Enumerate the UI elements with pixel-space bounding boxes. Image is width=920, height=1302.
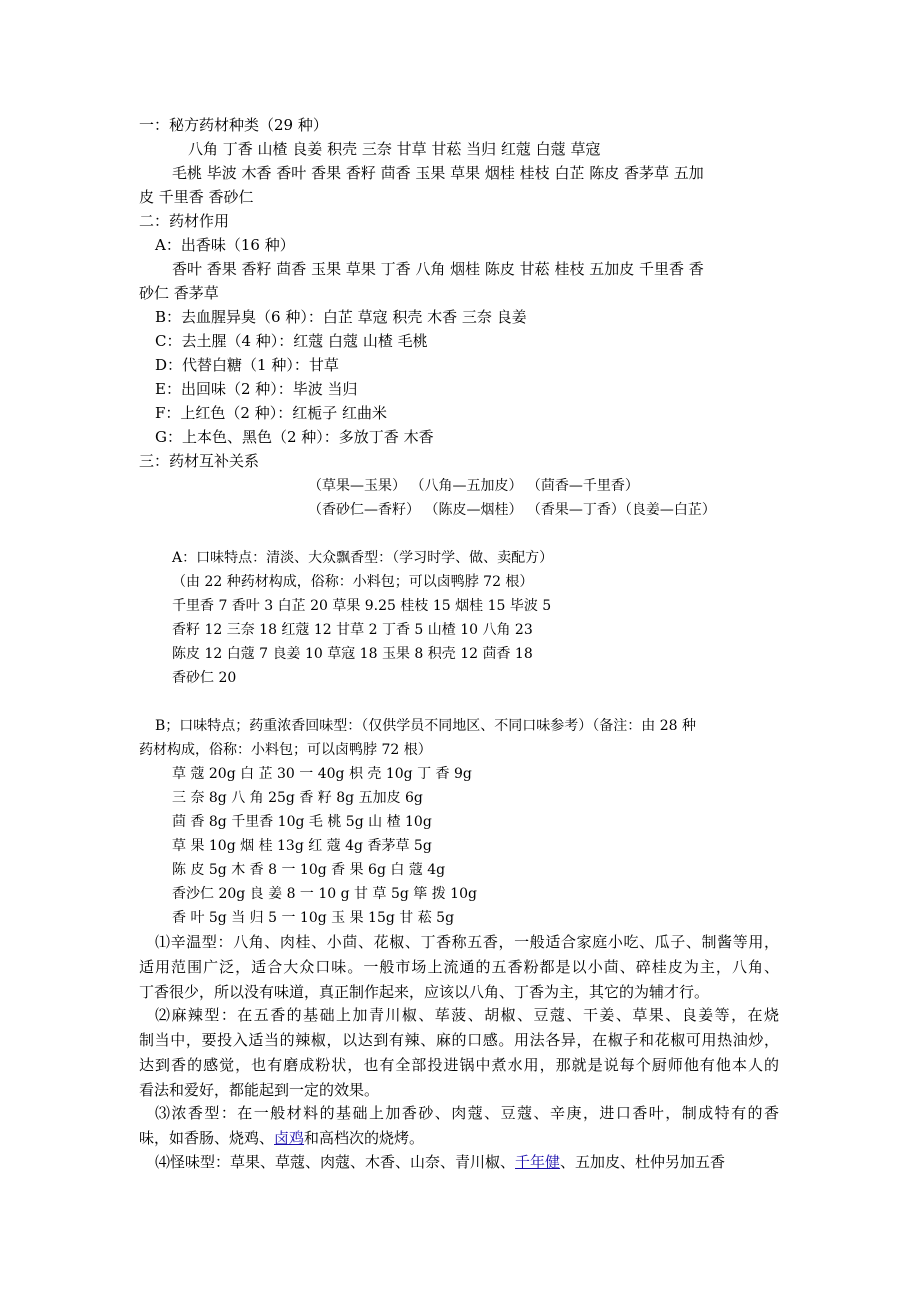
type1-line2: 适用范围广泛，适合大众口味。一般市场上流通的五香粉都是以小茴、碎桂皮为主，八角、	[139, 958, 779, 976]
section2-a-row1: 香叶 香果 香籽 茴香 玉果 草果 丁香 八角 烟桂 陈皮 甘菘 桂枝 五加皮 千里香 香	[172, 260, 704, 278]
section2-c: C：去土腥（4 种）：红蔻 白蔻 山楂 毛桃	[155, 332, 428, 350]
recipe-b-title-line1: B；口味特点；药重浓香回味型：（仅供学员不同地区、不同口味参考）（备注：由 28 种	[155, 718, 697, 734]
type3-line2-text-a: 味，如香肠、烧鸡、	[139, 1129, 275, 1147]
recipe-b-row: 草 蔻 20g 白 芷 30 一 40g 枳 壳 10g 丁 香 9g	[172, 766, 472, 782]
section1-herbs-row3: 皮 千里香 香砂仁	[139, 188, 254, 206]
recipe-b-row: 香 叶 5g 当 归 5 一 10g 玉 果 15g 甘 菘 5g	[172, 910, 455, 926]
section1-heading: 一：秘方药材种类（29 种）	[139, 116, 328, 134]
type4-line1-text-a: ⑷怪味型：草果、草蔻、肉蔻、木香、山奈、青川椒、	[155, 1153, 516, 1171]
type4-line1	[155, 1152, 725, 1172]
recipe-a-title: A：口味特点：清淡、大众飘香型：（学习时学、做、卖配方）	[172, 550, 554, 566]
recipe-a-row: 千里香 7 香叶 3 白芷 20 草果 9.25 桂枝 15 烟桂 15 毕波 5	[172, 598, 552, 614]
section2-g: G：上本色、黑色（2 种）：多放丁香 木香	[155, 428, 434, 446]
type4-line1-text-b: 、五加皮、杜仲另加五香	[560, 1153, 726, 1171]
recipe-b-row: 三 奈 8g 八 角 25g 香 籽 8g 五加皮 6g	[172, 790, 423, 806]
type1-line1: ⑴辛温型：八角、肉桂、小茴、花椒、丁香称五香，一般适合家庭小吃、瓜子、制酱等用，	[155, 933, 779, 951]
luji-link[interactable]: 卤鸡	[274, 1129, 305, 1147]
qiannianjian-link[interactable]: 千年健	[515, 1153, 561, 1171]
section2-a-row2: 砂仁 香茅草	[139, 284, 219, 302]
section2-heading: 二：药材作用	[139, 212, 230, 230]
type1-line3: 丁香很少，所以没有味道，真正制作起来，应该以八角、丁香为主，其它的为辅才行。	[139, 983, 710, 1001]
section2-f: F：上红色（2 种）：红栀子 红曲米	[155, 404, 387, 422]
type2-line2: 制当中，要投入适当的辣椒，以达到有辣、麻的口感。用法各异，在椒子和花椒可用热油炒，	[139, 1031, 779, 1049]
type2-line4: 看法和爱好，都能起到一定的效果。	[139, 1081, 380, 1099]
section1-herbs-row1: 八角 丁香 山楂 良姜 积壳 三奈 甘草 甘菘 当归 红蔻 白蔻 草寇	[188, 140, 601, 158]
type2-line3: 达到香的感觉，也有磨成粉状，也有全部投进锅中煮水用，那就是说每个厨师他有他本人的	[139, 1056, 779, 1074]
recipe-a-row: 香籽 12 三奈 18 红蔻 12 甘草 2 丁香 5 山楂 10 八角 23	[172, 622, 533, 638]
recipe-b-row: 茴 香 8g 千里香 10g 毛 桃 5g 山 楂 10g	[172, 814, 432, 830]
type2-line1: ⑵麻辣型：在五香的基础上加青川椒、荜菠、胡椒、豆蔻、干姜、草果、良姜等，在烧	[155, 1006, 779, 1024]
section3-heading: 三：药材互补关系	[139, 452, 260, 470]
type3-line1: ⑶浓香型：在一般材料的基础上加香砂、肉蔻、豆蔻、辛庚，进口香叶，制成特有的香	[155, 1104, 779, 1122]
recipe-b-row: 草 果 10g 烟 桂 13g 红 蔻 4g 香茅草 5g	[172, 838, 432, 854]
recipe-a-row: 陈皮 12 白蔻 7 良姜 10 草寇 18 玉果 8 积壳 12 茴香 18	[172, 646, 533, 662]
section2-e: E：出回味（2 种）：毕波 当归	[155, 380, 358, 398]
recipe-b-title-line2: 药材构成，俗称：小料包；可以卤鸭脖 72 根）	[139, 742, 432, 758]
recipe-a-row: 香砂仁 20	[172, 670, 237, 686]
section1-herbs-row2: 毛桃 毕波 木香 香叶 香果 香籽 茴香 玉果 草果 烟桂 桂枝 白芷 陈皮 香茅草 五加	[172, 164, 704, 182]
section3-pairs-row2: （香砂仁—香籽） （陈皮—烟桂） （香果—丁香）（良姜—白芷）	[308, 502, 716, 518]
type3-line2	[139, 1128, 424, 1148]
section2-a-title: A：出香味（16 种）	[155, 236, 295, 254]
recipe-b-row: 陈 皮 5g 木 香 8 一 10g 香 果 6g 白 蔻 4g	[172, 862, 446, 878]
type3-line2-text-b: 和高档次的烧烤。	[304, 1129, 425, 1147]
recipe-b-row: 香沙仁 20g 良 姜 8 一 10 g 甘 草 5g 筚 拨 10g	[172, 886, 477, 902]
section2-d: D：代替白糖（1 种）：甘草	[155, 356, 339, 374]
section2-b: B：去血腥异臭（6 种）：白芷 草寇 积壳 木香 三奈 良姜	[155, 308, 527, 326]
section3-pairs-row1: （草果—玉果） （八角—五加皮） （茴香—千里香）	[308, 478, 639, 494]
recipe-a-note: （由 22 种药材构成，俗称：小料包；可以卤鸭脖 72 根）	[172, 574, 534, 590]
